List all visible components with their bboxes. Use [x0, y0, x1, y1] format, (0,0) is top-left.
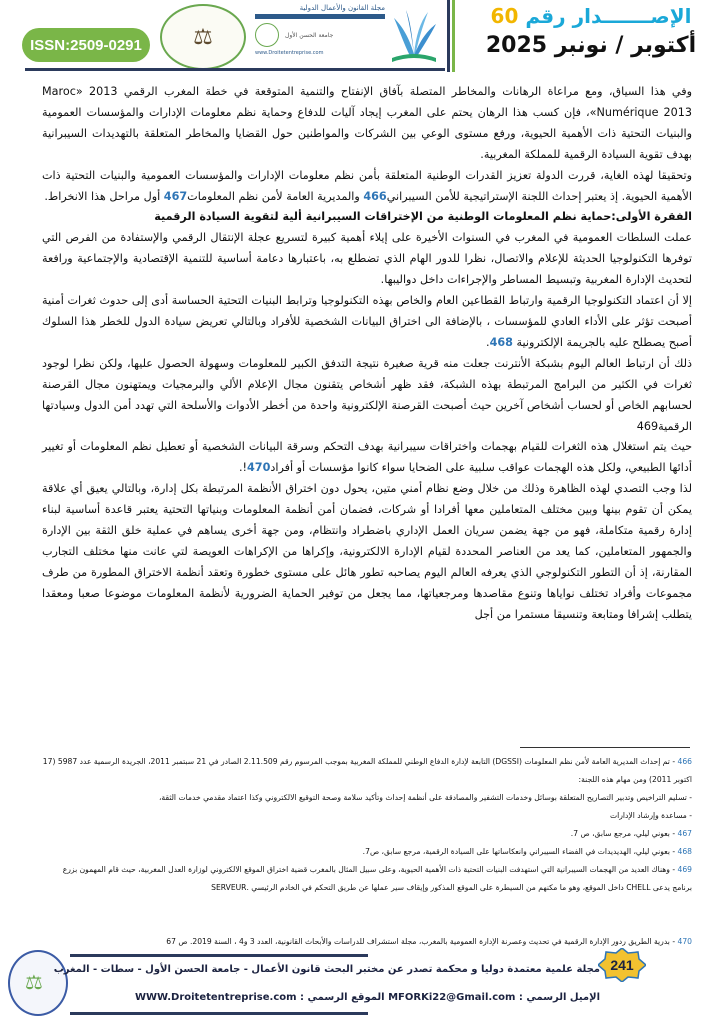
university-text: جامعة الحسن الأول	[285, 31, 334, 39]
page-header	[0, 0, 724, 72]
issue-number: 60	[490, 4, 519, 28]
paragraph-text: وتحقيقا لهذه الغاية، قررت الدولة تعزيز القدرات الوطنية المتعلقة بأمن نظم معلومات الإدارات والمؤسسات العمومية والبنيات التحتية ذات الأهمية الحيوية. إذ يعتبر إحداث اللجنة الإستراتيجية للأمن السيبراني	[42, 168, 692, 203]
issn-badge: ISSN:2509-0291	[22, 28, 150, 62]
footnote-470: 470 - بدرية الطريق ردور الإدارة الرقمية في تحديث وعصرنة الإدارة العمومية بالمغرب، مجلة استشراف للدراسات والأبحاث القانونية، العدد 3 و4 ، السنة 2019. ص 67	[166, 937, 692, 946]
footnote-ref-466[interactable]: 466	[363, 189, 387, 203]
header-rule	[25, 68, 445, 71]
page-footer	[0, 940, 724, 1024]
scales-of-justice-icon: ⚖	[193, 24, 213, 50]
paragraph	[42, 291, 692, 354]
footnote-466-item: - تسليم التراخيص وتدبير التصاريح المتعلقة بوسائل وخدمات التشفير والمصادقة على أنظمة إحداث وتأكيد سلامة وصحة التوقيع الالكتروني وكذا اعتماد مقدمي خدمات الثقة،	[158, 793, 692, 802]
footnote-ref-470[interactable]: 470	[247, 461, 271, 475]
footer-contact: الإميل الرسمي : MFORKi22@Gmail.com الموقع الرسمي : WWW.Droitetentreprise.com	[134, 992, 600, 1003]
footnote-467: 467 - بعوني ليلي، مرجع سابق، ص 7.	[570, 829, 692, 838]
paragraph	[42, 437, 692, 479]
footnotes	[42, 753, 692, 951]
footnote-ref-468[interactable]: 468	[489, 335, 513, 349]
footnote-466: 466 - تم إحداث المديرية العامة لأمن نظم المعلومات (DGSSI) التابعة لإدارة الدفاع الوطني للمملكة المغربية بموجب المرسوم رقم 2.11.509 الصادر في 21 سبتمبر 2011، الجريدة الرسمية عدد 5987 (17 اكتوبر 2011) ومن مهام هذه اللجنة:	[42, 757, 692, 784]
footer-rule-top	[70, 954, 368, 957]
page-number: 241	[610, 957, 634, 973]
paragraph-text: حيث يتم استغلال هذه الثغرات للقيام بهجمات واختراقات سيبرانية بهدف التحكم وسرقة البيانات الشخصية أو تعطيل نظم المعلومات أو تغيير أدائها الطبيعي، ولكل هذه الهجمات عواقب سلبية على الضحايا سواء كانوا مؤسسات أو أفراد	[42, 440, 692, 475]
issue-date: أكتوبر / نونبر 2025	[485, 33, 697, 58]
partner-logos	[255, 23, 385, 47]
journal-banner-title: مجلة القانون والأعمال الدولية	[299, 4, 385, 12]
header-divider	[447, 0, 457, 72]
lab-mini-logo-icon	[255, 23, 279, 47]
section-heading: الفقرة الأولى:حماية نظم المعلومات الوطنية من الإختراقات السيبرانية ألية لتقوية السيادة الرقمية	[154, 210, 692, 224]
page-number-badge	[598, 948, 646, 982]
paragraph: عملت السلطات العمومية في المغرب في السنوات الأخيرة على إيلاء أهمية كبيرة لتسريع عجلة الإنتقال الرقمي والإستفادة من الفرص التي توفرها التكنولوجيا الحديثة للإعلام والاتصال، نظرا للدور الهام الذي تضطلع به، باعتبارها دعامة أساسية للتنمية الإقتصادية والإجتماعية ورافعة لتحديث الإدارة المغربية وتبسيط المساطر والإجراءات داخل دواليبها.	[42, 231, 692, 287]
footnote-466-item: - مساعدة وإرشاد الإدارات	[610, 811, 692, 820]
paragraph: لذا وجب التصدي لهذه الظاهرة وذلك من خلال وضع نظام أمني متين، يحول دون اختراق الأنظمة المرتبطة بكل إدارة، وبالتالي يعيق أي علاقة يمكن أن تقوم بينها وبين مختلف المتعاملين معها أفرادا أو شركات، فضمان أمن أنظمة المعلومات وبنياتها التحتية يعتبر قاعدة أساسية لبناء إدارة رقمية متكاملة، فهو من جهة يضمن سريان العمل الإداري باضطراد وانتظام، ومن جهة أخرى يساهم في عملية خلق الثقة بين الإدارة والجمهور المتعاملين، كما يعد من العناصر المحددة لقيام الإدارة الالكترونية، وإكراها من الإكراهات العويصة لتي عانت منها مختلف التجارب المقارنة، إذ أن التطور التكنولوجي الذي يعرفه العالم اليوم يصاحبه تطور هائل على مستوى خطورة وتعقد أنظمة الاختراق المطورة من طرف مجموعات وأفراد تختلف نواياها وتنوع مقاصدها ومرجعياتها، مما يجعل من توفير الحماية الضرورية لأنظمة المعلومات موضوعا صعبا ومعقدا يتطلب إشرافا ومتابعة وتنسيقا مستمرا من أجل	[42, 482, 692, 621]
journal-banner	[255, 4, 385, 66]
paragraph	[42, 166, 692, 208]
article-body	[42, 82, 692, 626]
footnote-ref-467[interactable]: 467	[163, 189, 188, 203]
lab-logo	[160, 4, 246, 70]
seal-emblem-icon: ⚖	[25, 970, 43, 994]
issue-label: الإصـــــــدار رقم	[525, 4, 692, 28]
footnote-separator	[520, 747, 690, 748]
footnote-469: 469 - وهناك العديد من الهجمات السيبرانية التي استهدفت البنيات التحتية ذات الأهمية الحيوية، وعلى سبيل المثال بالمغرب قضية اختراق الموقع الالكتروني لوزارة العدل المغربية، حيث قام المهمون بزرع برنامج يدعى CHELL داخل الموقع، وهو ما مكنهم من السيطرة على الموقع المذكور وإيقاف سير عملها عن طريق التحكم في الخادم الرئيسي .SERVEUR	[62, 865, 692, 892]
issue-title	[462, 2, 720, 62]
footer-journal-description: مجلة علمية معتمدة دوليا و محكمة تصدر عن مختبر البحث قانون الأعمال - جامعة الحسن الأول - سطات - المغرب	[53, 964, 600, 975]
journal-banner-url: www.Droitetentreprise.com	[255, 50, 324, 56]
footer-rule-bottom	[70, 1012, 368, 1015]
paragraph-text: !.	[238, 461, 247, 475]
journal-seal-logo	[8, 950, 68, 1016]
paragraph-text: إلا أن اعتماد التكنولوجيا الرقمية وارتباط القطاعين العام والخاص بهذه التكنولوجيا وترابط البنيات التحتية الحساسة أدى إلى حدوث ثغرات أمنية أصبحت تؤثر على الأداء العادي للمؤسسات ، بالإضافة الى اختراق البيانات الشخصية للأفراد وبالتالي تعريض سيادة الدول للخطر هذا السلوك أصبح يصطلح عليه بالجريمة الإلكترونية	[42, 294, 692, 349]
paragraph-text: والمديرية العامة لأمن نظم المعلومات	[187, 189, 364, 203]
paragraph-text: .	[486, 335, 490, 349]
paragraph-text: أول مراحل هذا الانخراط.	[44, 189, 164, 203]
paragraph: ذلك أن ارتباط العالم اليوم بشبكة الأنترنت جعلت منه قرية صغيرة نتيجة التدفق الكبير للمعلومات وسهولة الحصول عليها، ولكن نظرا لوجود ثغرات في الكثير من البرامج المرتبطة بهذه الشبكة، فقد ظهر أشخاص يتقنون مجال الإعلام الألي والبرمجيات ويمتهنون مجال القرصنة لحسابهم الخاص أو لحساب أشخاص آخرين حيث أصبحت القرصنة الإلكترونية واحدة من أخطر الأدوات والأسلحة التي تهدد أمن الدول وسيادتها الرقمية469	[42, 356, 692, 433]
banner-bar	[255, 14, 385, 19]
paragraph: وفي هذا السياق، ومع مراعاة الرهانات والمخاطر المتصلة بآفاق الإنفتاح والتنمية المتوقعة في خطة المغرب الرقمي 2013 «Maroc Numérique 2013»، فإن كسب هذا الرهان يحتم على المغرب إيجاد آليات للدفاع وحماية نظم معلومات الإدارات والمؤسسات العمومية والبنيات التحتية ذات الأهمية الحيوية، ورفع مستوى الوعي بين الشركات والمواطنين حول القضايا والمخاطر المتعلقة بالتهديدات السيبرانية بهدف تقوية السيادة الرقمية للمملكة المغربية.	[42, 85, 692, 161]
open-book-logo-icon	[390, 4, 438, 66]
footnote-468: 468 - بعوني ليلي، الهديديدات في الفضاء السيبراني وانعكاساتها على السيادة الرقمية، مرجع سابق، ص7.	[362, 847, 692, 856]
issue-number-line	[462, 2, 720, 30]
